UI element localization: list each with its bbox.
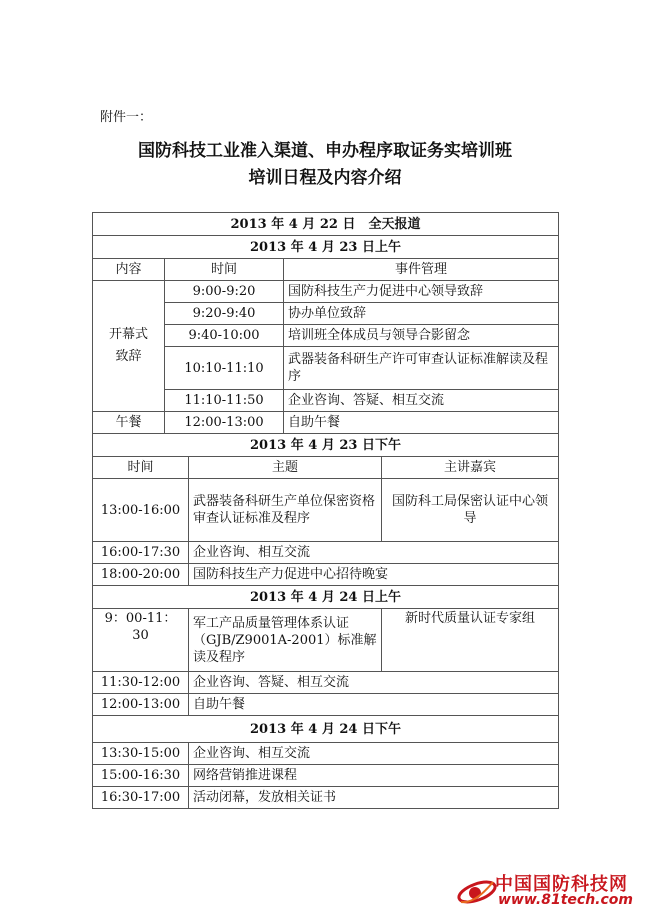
time-cell: 10:10-11:10 — [165, 347, 284, 390]
topic-cell: 企业咨询、答疑、相互交流 — [189, 672, 559, 694]
table-row — [93, 259, 559, 281]
column-header-speaker: 主讲嘉宾 — [382, 457, 559, 479]
opening-ceremony-label: 开幕式 致辞 — [93, 281, 165, 412]
topic-cell: 企业咨询、相互交流 — [189, 542, 559, 564]
time-cell: 16:30-17:00 — [93, 787, 189, 809]
topic-cell: 网络营销推进课程 — [189, 765, 559, 787]
table-row — [93, 412, 559, 434]
lunch-label: 午餐 — [93, 412, 165, 434]
table-row — [93, 609, 559, 672]
table-row — [93, 765, 559, 787]
date-header-apr22: 2013 年 4 月 22 日 全天报道 — [93, 213, 559, 236]
topic-cell: 活动闭幕，发放相关证书 — [189, 787, 559, 809]
table-row — [93, 743, 559, 765]
table-row — [93, 564, 559, 586]
table-row — [93, 542, 559, 564]
column-header-topic: 主题 — [189, 457, 382, 479]
time-cell: 16:00-17:30 — [93, 542, 189, 564]
event-cell: 武器装备科研生产许可审查认证标准解读及程序 — [284, 347, 559, 390]
table-row — [93, 787, 559, 809]
date-header-apr24-am: 2013 年 4 月 24 日上午 — [93, 586, 559, 609]
time-cell: 11:10-11:50 — [165, 390, 284, 412]
topic-cell: 自助午餐 — [189, 694, 559, 716]
event-cell: 培训班全体成员与领导合影留念 — [284, 325, 559, 347]
orbit-logo-icon — [455, 874, 499, 908]
date-header-apr23-pm: 2013 年 4 月 23 日下午 — [93, 434, 559, 457]
watermark-url: www.81tech.com — [498, 892, 633, 908]
date-header-apr23-am: 2013 年 4 月 23 日上午 — [93, 236, 559, 259]
time-cell: 9:20-9:40 — [165, 303, 284, 325]
table-row — [93, 694, 559, 716]
speaker-cell: 国防科工局保密认证中心领导 — [382, 479, 559, 542]
time-cell: 12:00-13:00 — [165, 412, 284, 434]
attachment-label: 附件一： — [100, 110, 153, 125]
table-row — [93, 236, 559, 259]
table-row — [93, 672, 559, 694]
event-cell: 协办单位致辞 — [284, 303, 559, 325]
table-row — [93, 479, 559, 542]
table-row — [93, 716, 559, 743]
time-cell: 13:00-16:00 — [93, 479, 189, 542]
schedule-table — [92, 212, 559, 809]
table-row — [93, 586, 559, 609]
time-cell: 9:40-10:00 — [165, 325, 284, 347]
site-watermark — [455, 868, 645, 913]
column-header-time: 时间 — [93, 457, 189, 479]
time-cell: 9：00-11：30 — [93, 609, 189, 672]
event-cell: 自助午餐 — [284, 412, 559, 434]
time-cell: 18:00-20:00 — [93, 564, 189, 586]
topic-cell: 国防科技生产力促进中心招待晚宴 — [189, 564, 559, 586]
event-cell: 企业咨询、答疑、相互交流 — [284, 390, 559, 412]
time-cell: 11:30-12:00 — [93, 672, 189, 694]
topic-cell: 企业咨询、相互交流 — [189, 743, 559, 765]
topic-cell: 军工产品质量管理体系认证（GJB/Z9001A-2001）标准解读及程序 — [189, 609, 382, 672]
topic-cell: 武器装备科研生产单位保密资格审查认证标准及程序 — [189, 479, 382, 542]
table-row — [93, 457, 559, 479]
time-cell: 12:00-13:00 — [93, 694, 189, 716]
watermark-site-name: 中国国防科技网 — [495, 874, 628, 895]
table-row — [93, 213, 559, 236]
date-header-apr24-pm: 2013 年 4 月 24 日下午 — [93, 716, 559, 743]
table-row — [93, 281, 559, 303]
document-title: 国防科技工业准入渠道、申办程序取证务实培训班 — [138, 141, 512, 161]
time-cell: 9:00-9:20 — [165, 281, 284, 303]
column-header-content: 内容 — [93, 259, 165, 281]
time-cell: 15:00-16:30 — [93, 765, 189, 787]
column-header-time: 时间 — [165, 259, 284, 281]
column-header-event: 事件管理 — [284, 259, 559, 281]
event-cell: 国防科技生产力促进中心领导致辞 — [284, 281, 559, 303]
document-subtitle: 培训日程及内容介绍 — [248, 168, 402, 188]
speaker-cell: 新时代质量认证专家组 — [382, 609, 559, 672]
time-cell: 13:30-15:00 — [93, 743, 189, 765]
table-row — [93, 434, 559, 457]
